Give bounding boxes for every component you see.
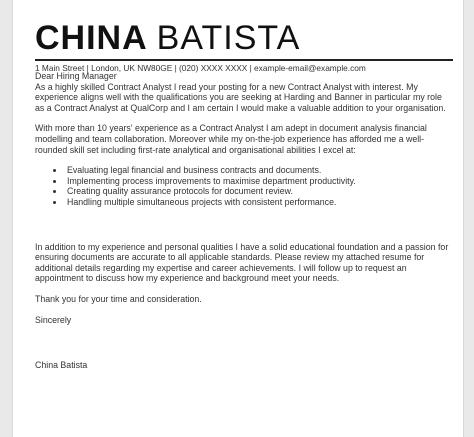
paragraph-education: In addition to my experience and personal qualities I have a solid educational foundation and a passion for ensuring documents are accurate to all applicable standards. Please review my attached resume for additional details regarding my expertise and career achievements. I will follow up to request an appointment to discuss how my experience and background meet your needs. <box>35 241 449 284</box>
applicant-name <box>35 20 455 56</box>
last-name: BATISTA <box>156 19 301 57</box>
list-item: • Evaluating legal financial and business contracts and documents. <box>65 165 453 176</box>
list-item: • Implementing process improvements to maximise department productivity. <box>65 176 453 187</box>
thanks-line: Thank you for your time and consideration. <box>35 293 202 304</box>
letter-body <box>35 71 453 381</box>
list-item: • Creating quality assurance protocols for document review. <box>65 186 453 197</box>
contact-line: 1 Main Street | London, UK NW80GE | (020) XXXX XXXX | example-email@example.com <box>35 63 366 73</box>
list-item: • Handling multiple simultaneous projects with consistent performance. <box>65 197 453 208</box>
salutation: Dear Hiring Manager <box>35 71 117 81</box>
skills-list <box>35 165 453 207</box>
paragraph-intro: As a highly skilled Contract Analyst I read your posting for a new Contract Analyst with interest. My experience aligns well with the qualifications you are seeking at Harding and Banner in particular my role as a Contract Analyst at QualCorp and I am certain I would make a valuable addition to your organisation. <box>35 81 446 113</box>
paragraph-experience: With more than 10 years' experience as a Contract Analyst I am adept in document analysis financial modelling and team collaboration. Moreover while my on-the-job experience has afforded me a well-rounded skill set including first-rate analytical and organisational abilities I excel at: <box>35 123 427 155</box>
closing: Sincerely <box>35 314 72 325</box>
letter-header <box>35 20 455 73</box>
first-name: CHINA <box>35 19 148 57</box>
signature: China Batista <box>35 360 88 371</box>
letter-page <box>12 0 464 437</box>
header-divider <box>35 59 453 61</box>
